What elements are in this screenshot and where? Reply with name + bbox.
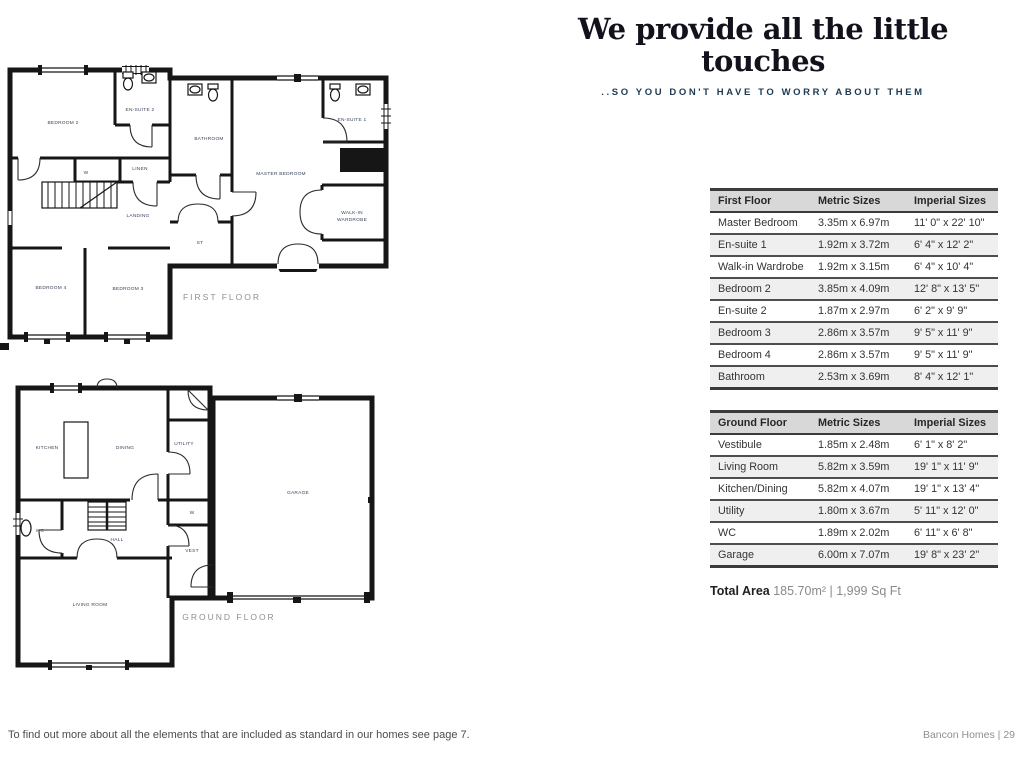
metric-size: 1.89m x 2.02m	[818, 527, 890, 539]
page-subtitle: ..SO YOU DON'T HAVE TO WORRY ABOUT THEM	[601, 86, 925, 98]
room-label-ensuite2: EN-SUITE 2	[125, 108, 155, 113]
room-name: Bedroom 2	[718, 283, 771, 295]
room-label-kitchen: KITCHEN	[35, 446, 59, 451]
metric-size: 3.85m x 4.09m	[818, 283, 890, 295]
first-floor-plan	[0, 58, 400, 350]
metric-size: 5.82m x 4.07m	[818, 483, 890, 495]
imperial-size: 6' 4" x 12' 2"	[914, 239, 974, 251]
metric-size: 3.35m x 6.97m	[818, 217, 890, 229]
table-header-row	[710, 412, 998, 435]
room-name: Utility	[718, 505, 745, 517]
room-label-bedroom4: BEDROOM 4	[35, 286, 67, 291]
metric-size: 1.92m x 3.72m	[818, 239, 890, 251]
room-name: Bedroom 3	[718, 327, 771, 339]
room-label-wc: WC	[35, 529, 45, 534]
room-name: Master Bedroom	[718, 217, 798, 229]
table-header-row	[710, 190, 998, 213]
first-floor-caption: FIRST FLOOR	[182, 292, 262, 302]
imperial-size: 12' 8" x 13' 5"	[914, 283, 980, 295]
metric-size: 1.87m x 2.97m	[818, 305, 890, 317]
room-label-linen: LINEN	[132, 167, 148, 172]
metric-size: 5.82m x 3.59m	[818, 461, 890, 473]
table-row	[710, 366, 998, 389]
table-row	[710, 434, 998, 456]
total-area-value: 185.70m² | 1,999 Sq Ft	[769, 584, 901, 598]
total-area	[710, 584, 901, 598]
column-header-floor: First Floor	[718, 195, 772, 207]
wall-void	[340, 148, 386, 172]
column-header-imperial: Imperial Sizes	[914, 417, 987, 429]
table-row	[710, 544, 998, 567]
table-row	[710, 256, 998, 278]
table-row	[710, 234, 998, 256]
table-row	[710, 278, 998, 300]
metric-size: 2.86m x 3.57m	[818, 349, 890, 361]
metric-size: 1.85m x 2.48m	[818, 439, 890, 451]
table-row	[710, 300, 998, 322]
room-name: Kitchen/Dining	[718, 483, 788, 495]
metric-size: 1.92m x 3.15m	[818, 261, 890, 273]
total-area-label: Total Area	[710, 584, 770, 598]
metric-size: 1.80m x 3.67m	[818, 505, 890, 517]
ground-floor-plan	[0, 378, 400, 678]
imperial-size: 9' 5" x 11' 9"	[914, 349, 973, 361]
room-label-ensuite1: EN-SUITE 1	[337, 118, 367, 123]
room-label-w: W	[189, 511, 195, 516]
room-name: Bedroom 4	[718, 349, 771, 361]
room-label-living-room: LIVING ROOM	[72, 603, 108, 608]
imperial-size: 8' 4" x 12' 1"	[914, 371, 974, 383]
page-number: Bancon Homes | 29	[922, 729, 1015, 741]
table-row	[710, 478, 998, 500]
room-label-garage: GARAGE	[286, 491, 310, 496]
page-title: We provide all the little touches	[577, 12, 949, 78]
room-label-utility: UTILITY	[174, 442, 194, 447]
room-name: Vestibule	[718, 439, 762, 451]
wc-sink	[21, 520, 31, 536]
imperial-size: 19' 1" x 11' 9"	[914, 461, 979, 473]
room-label-dining: DINING	[115, 446, 135, 451]
ground-floor-caption: GROUND FLOOR	[182, 612, 276, 622]
imperial-size: 6' 4" x 10' 4"	[914, 261, 974, 273]
room-name: WC	[718, 527, 736, 539]
room-label-wardrobe-w: W	[83, 171, 89, 176]
room-name: Garage	[718, 549, 755, 561]
imperial-size: 19' 8" x 23' 2"	[914, 549, 980, 561]
room-label-master-bedroom: MASTER BEDROOM	[256, 172, 306, 177]
column-header-metric: Metric Sizes	[818, 195, 881, 207]
metric-size: 2.53m x 3.69m	[818, 371, 890, 383]
column-header-floor: Ground Floor	[718, 417, 787, 429]
room-label-bedroom3: BEDROOM 3	[112, 287, 144, 292]
kitchen-island	[64, 422, 88, 478]
room-name: Living Room	[718, 461, 779, 473]
room-label-vest: VEST	[185, 549, 199, 554]
ground-floor-doors	[39, 379, 213, 587]
imperial-size: 11' 0" x 22' 10"	[914, 217, 985, 229]
footer-note: To find out more about all the elements that are included as standard in our homes see page 7.	[8, 729, 470, 741]
size-table-ground-floor	[710, 410, 998, 568]
imperial-size: 6' 11" x 6' 8"	[914, 527, 973, 539]
room-label-hall: HALL	[110, 538, 124, 543]
table-row	[710, 522, 998, 544]
column-header-imperial: Imperial Sizes	[914, 195, 987, 207]
imperial-size: 6' 1" x 8' 2"	[914, 439, 968, 451]
table-row	[710, 500, 998, 522]
wall-nub	[0, 343, 9, 350]
imperial-size: 5' 11" x 12' 0"	[914, 505, 979, 517]
room-name: Walk-in Wardrobe	[718, 261, 804, 273]
size-table-first-floor	[710, 188, 998, 390]
room-label-walkin-2: WARDROBE	[336, 218, 368, 223]
room-label-walkin-1: WALK-IN	[341, 211, 363, 216]
table-row	[710, 322, 998, 344]
room-label-bedroom2: BEDROOM 2	[47, 121, 79, 126]
room-name: Bathroom	[718, 371, 765, 383]
metric-size: 6.00m x 7.07m	[818, 549, 890, 561]
room-label-bathroom: BATHROOM	[194, 137, 224, 142]
imperial-size: 9' 5" x 11' 9"	[914, 327, 973, 339]
first-floor-stairs	[42, 182, 117, 208]
ground-floor-stairs	[88, 502, 126, 530]
imperial-size: 6' 2" x 9' 9"	[914, 305, 968, 317]
room-name: En-suite 1	[718, 239, 767, 251]
metric-size: 2.86m x 3.57m	[818, 327, 890, 339]
table-row	[710, 212, 998, 234]
room-label-st: ST	[196, 241, 204, 246]
imperial-size: 19' 1" x 13' 4"	[914, 483, 980, 495]
room-name: En-suite 2	[718, 305, 767, 317]
column-header-metric: Metric Sizes	[818, 417, 881, 429]
ground-floor-interior-walls	[18, 388, 213, 598]
table-row	[710, 456, 998, 478]
page-header	[540, 14, 986, 98]
room-label-landing: LANDING	[126, 214, 150, 219]
garage-outline	[213, 398, 372, 598]
table-row	[710, 344, 998, 366]
